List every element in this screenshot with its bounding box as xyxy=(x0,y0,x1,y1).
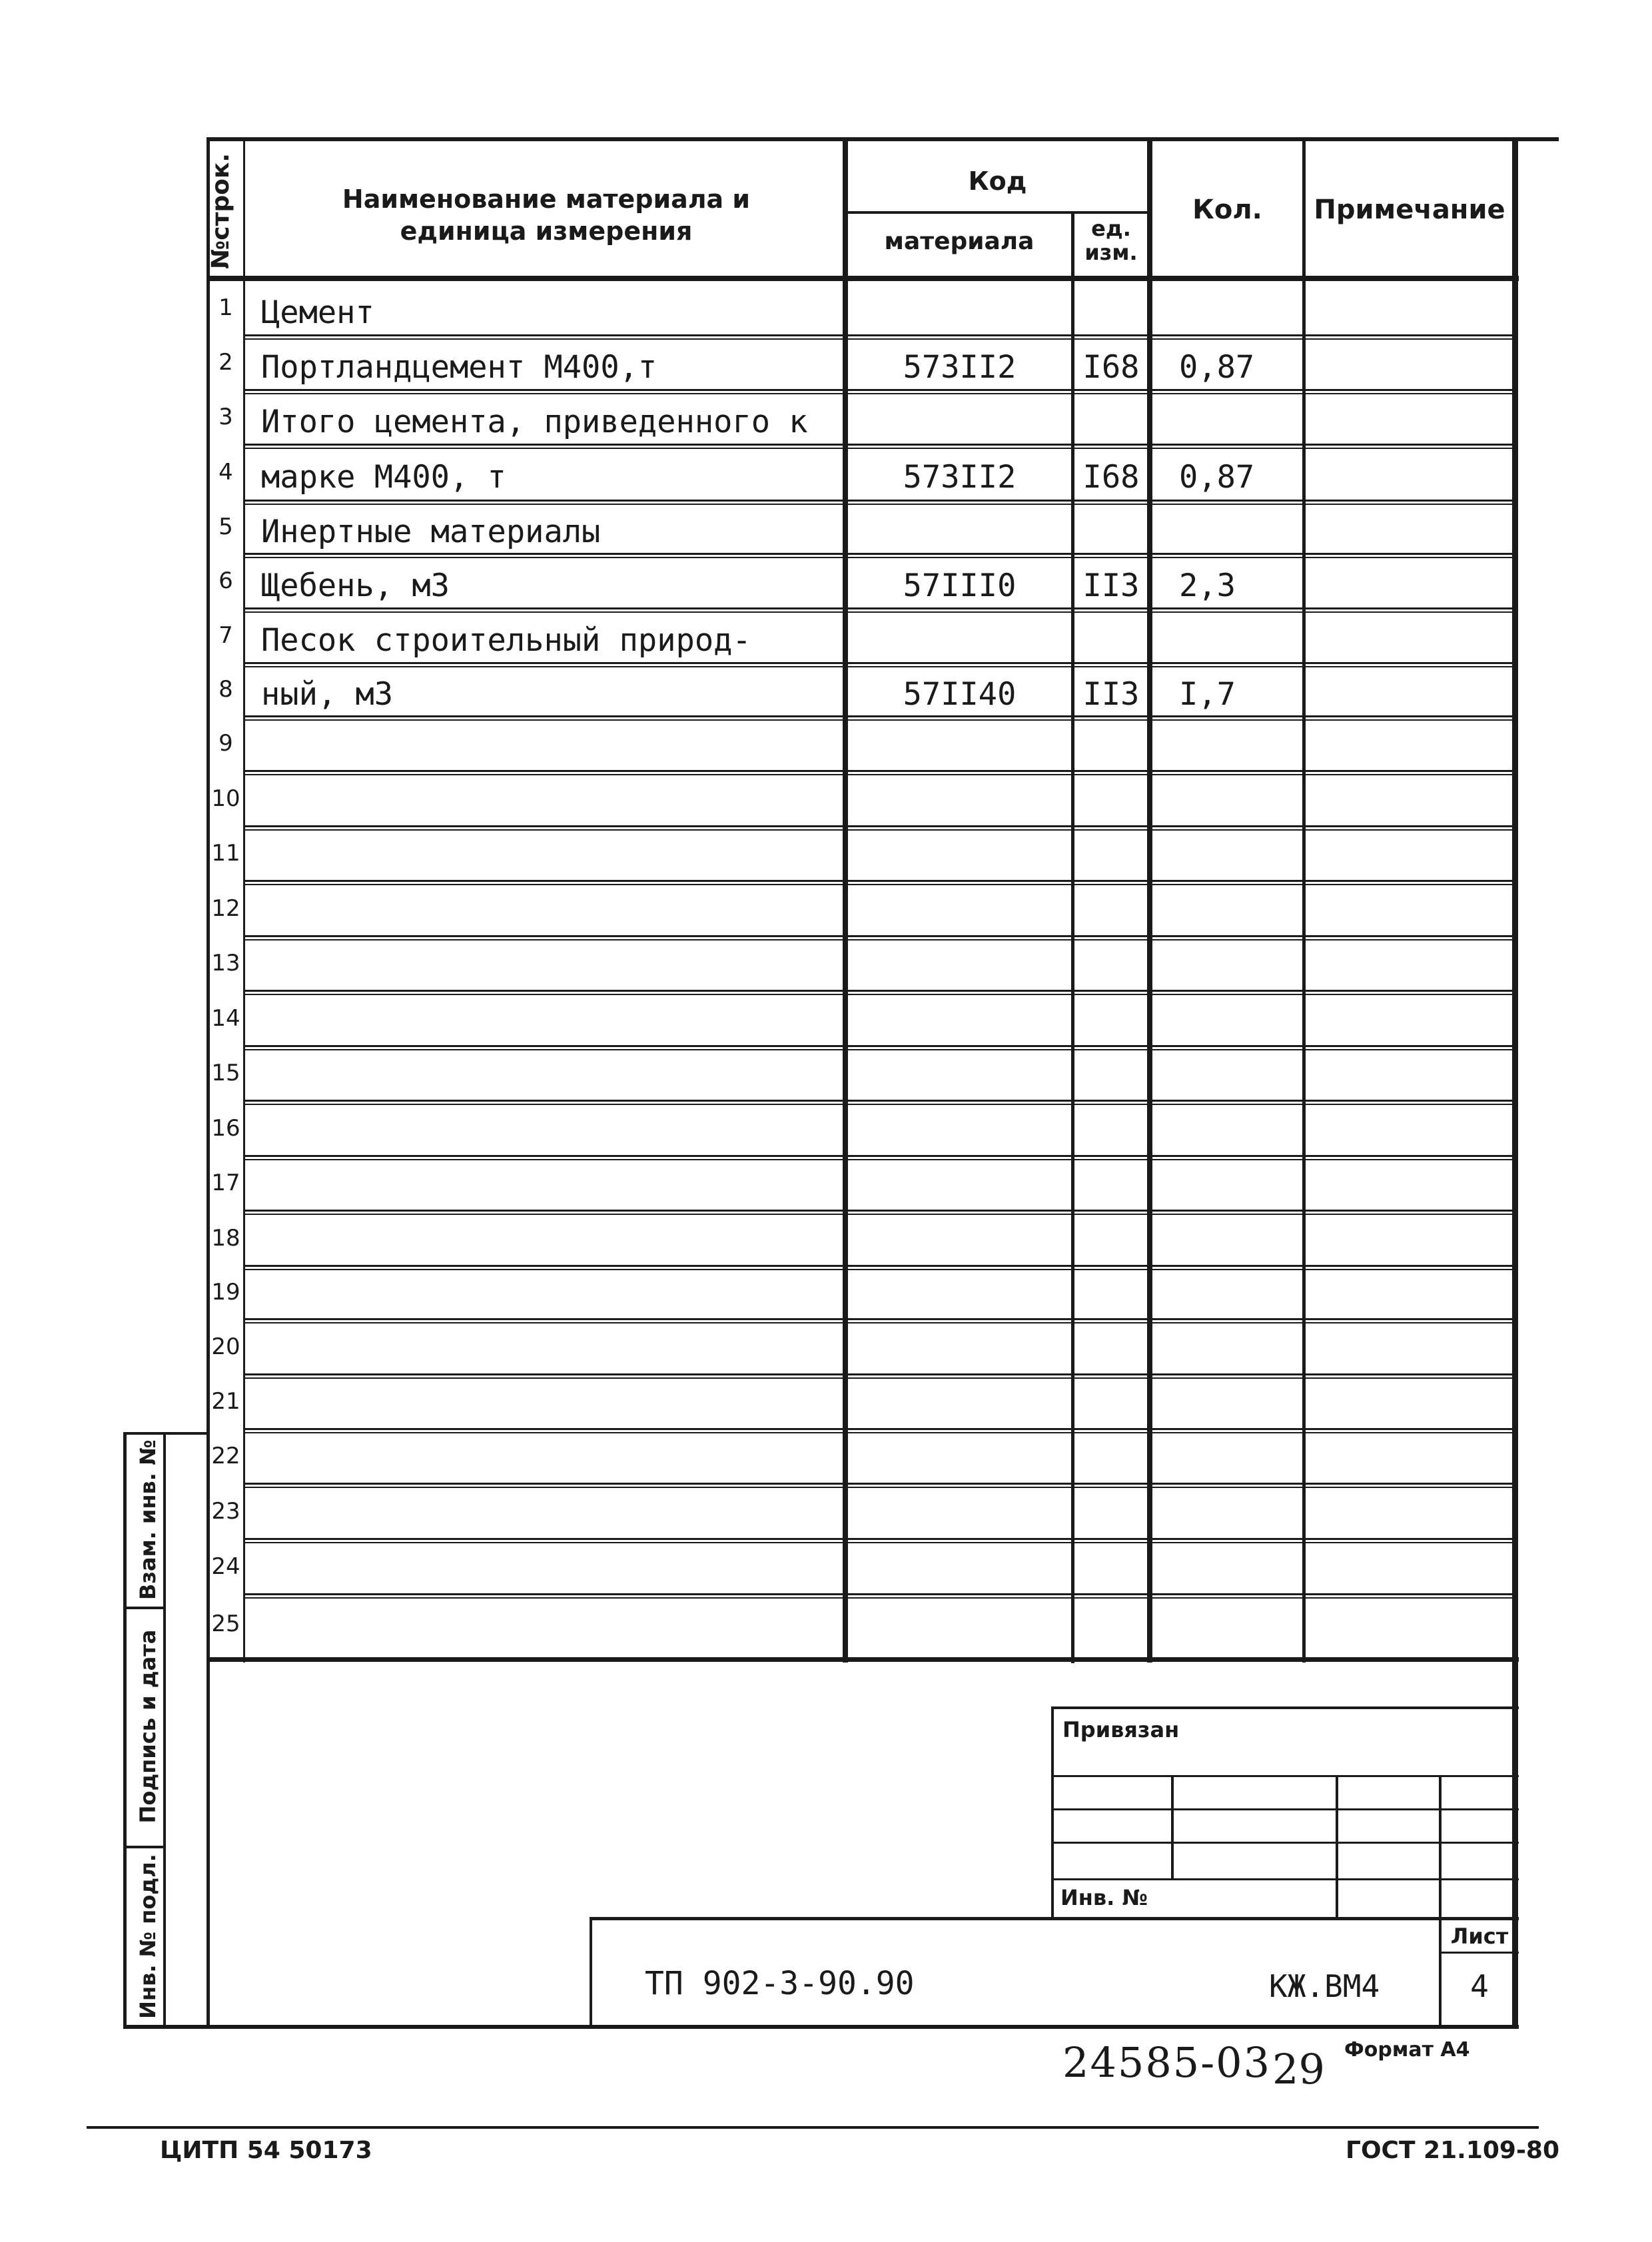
row-divider xyxy=(243,774,1515,775)
unit-code: II3 xyxy=(1082,676,1140,713)
row-number: 13 xyxy=(211,950,240,976)
row-divider xyxy=(243,719,1515,721)
row-divider xyxy=(243,1049,1515,1050)
name-header-line1: Наименование материала и xyxy=(342,185,751,214)
row-number: 7 xyxy=(218,622,233,649)
row-divider xyxy=(243,1104,1515,1105)
drawing-mark: КЖ.ВМ4 xyxy=(1269,1968,1380,2004)
material-name: Инертные материалы xyxy=(261,514,601,550)
row-divider xyxy=(243,1155,1515,1157)
row-divider xyxy=(243,994,1515,995)
row-divider xyxy=(243,1269,1515,1270)
row-divider xyxy=(243,935,1515,937)
row-divider xyxy=(243,444,1515,446)
code-header: Код xyxy=(968,167,1027,196)
row-number: 5 xyxy=(218,514,233,540)
row-divider xyxy=(243,1432,1515,1433)
material-code: 573II2 xyxy=(903,349,1017,386)
unit-header xyxy=(1074,216,1148,264)
material-name: Итого цемента, приведенного к xyxy=(261,404,808,440)
row-divider xyxy=(243,1487,1515,1488)
name-header xyxy=(266,183,826,247)
row-divider xyxy=(243,1100,1515,1102)
row-divider xyxy=(243,1377,1515,1379)
row-divider xyxy=(243,448,1515,449)
row-divider xyxy=(243,662,1515,664)
sheet-label: Лист xyxy=(1450,1924,1509,1949)
material-code: 57II40 xyxy=(903,676,1017,713)
row-divider xyxy=(243,1045,1515,1047)
row-divider xyxy=(243,1483,1515,1485)
material-name: Цемент xyxy=(261,294,374,331)
row-divider xyxy=(243,884,1515,885)
row-divider xyxy=(243,1538,1515,1540)
sign-date-label: Подпись и дата xyxy=(135,1629,161,1824)
material-name: Портландцемент М400,т xyxy=(261,349,657,386)
row-divider xyxy=(243,334,1515,336)
material-code: 573II2 xyxy=(903,459,1017,496)
row-divider xyxy=(243,1265,1515,1267)
row-number: 16 xyxy=(211,1114,240,1142)
row-divider xyxy=(243,1373,1515,1375)
row-divider xyxy=(243,990,1515,992)
row-divider xyxy=(243,829,1515,831)
row-number: 6 xyxy=(218,567,233,594)
row-number: 22 xyxy=(211,1443,240,1469)
material-name: ный, м3 xyxy=(261,676,394,713)
sheet-number: 4 xyxy=(1470,1968,1489,2004)
unit-header-line2: изм. xyxy=(1084,240,1138,265)
row-divider xyxy=(243,504,1515,505)
row-divider xyxy=(243,1597,1515,1599)
replace-inv-label: Взам. инв. № xyxy=(135,1439,161,1600)
inv-no-label: Инв. № xyxy=(1060,1885,1148,1910)
row-number: 9 xyxy=(218,730,233,757)
note-header: Примечание xyxy=(1314,194,1505,225)
inv-orig-label: Инв. № подл. xyxy=(135,1854,161,2019)
row-divider xyxy=(243,1593,1515,1595)
row-divider xyxy=(243,880,1515,882)
row-divider xyxy=(243,500,1515,502)
gost-reference: ГОСТ 21.109-80 xyxy=(1346,2137,1560,2164)
row-divider xyxy=(243,1428,1515,1430)
row-divider xyxy=(243,1322,1515,1323)
row-divider xyxy=(243,611,1515,613)
material-name: Песок строительный природ- xyxy=(261,622,751,659)
row-divider xyxy=(243,338,1515,340)
row-number: 3 xyxy=(218,404,233,430)
material-code: 57III0 xyxy=(903,567,1017,604)
publisher-code: ЦИТП 54 50173 xyxy=(160,2137,372,2164)
row-number: 19 xyxy=(211,1279,240,1306)
handwritten-page: 29 xyxy=(1272,2045,1325,2093)
quantity: 0,87 xyxy=(1179,349,1255,386)
row-divider xyxy=(243,553,1515,555)
row-divider xyxy=(243,389,1515,391)
row-divider xyxy=(243,1214,1515,1215)
row-divider xyxy=(243,715,1515,717)
handwritten-number: 24585-03 xyxy=(1062,2038,1272,2087)
quantity: I,7 xyxy=(1179,676,1236,713)
row-number: 18 xyxy=(211,1224,240,1252)
row-number: 4 xyxy=(218,459,233,486)
row-divider xyxy=(243,607,1515,609)
footer-rule xyxy=(87,2126,1539,2129)
row-number: 25 xyxy=(211,1611,240,1637)
row-divider xyxy=(243,825,1515,827)
row-divider xyxy=(243,939,1515,940)
row-number: 15 xyxy=(211,1060,240,1086)
bound-label: Привязан xyxy=(1062,1717,1180,1742)
row-number: 20 xyxy=(211,1333,240,1360)
row-number: 14 xyxy=(211,1004,240,1032)
unit-code: II3 xyxy=(1082,567,1140,604)
row-divider xyxy=(243,557,1515,558)
row-number: 12 xyxy=(211,895,240,922)
material-name: марке М400, т xyxy=(261,459,506,496)
row-number: 8 xyxy=(218,676,233,703)
row-number: 24 xyxy=(211,1553,240,1580)
unit-code: I68 xyxy=(1082,459,1140,496)
material-code-header: материала xyxy=(884,228,1034,255)
row-divider xyxy=(243,1318,1515,1320)
unit-header-line1: ед. xyxy=(1091,216,1131,241)
row-divider xyxy=(243,666,1515,667)
material-name: Щебень, м3 xyxy=(261,567,450,604)
name-header-line2: единица измерения xyxy=(400,216,693,246)
row-number-header: №строк. xyxy=(207,153,234,270)
row-number: 21 xyxy=(211,1388,240,1415)
quantity: 2,3 xyxy=(1179,567,1236,604)
format-label: Формат А4 xyxy=(1344,2038,1470,2061)
row-divider xyxy=(243,393,1515,394)
row-number: 2 xyxy=(218,349,233,376)
row-divider xyxy=(243,1542,1515,1543)
row-number: 17 xyxy=(211,1170,240,1196)
row-divider xyxy=(243,770,1515,772)
row-divider xyxy=(243,1210,1515,1212)
row-number: 1 xyxy=(218,294,233,321)
quantity: 0,87 xyxy=(1179,459,1255,496)
document-code: ТП 902-3-90.90 xyxy=(645,1965,915,2002)
row-divider xyxy=(243,1159,1515,1160)
row-number: 10 xyxy=(211,785,240,812)
quantity-header: Кол. xyxy=(1192,194,1262,225)
row-number: 23 xyxy=(211,1497,240,1525)
unit-code: I68 xyxy=(1082,349,1140,386)
row-number: 11 xyxy=(211,840,240,867)
